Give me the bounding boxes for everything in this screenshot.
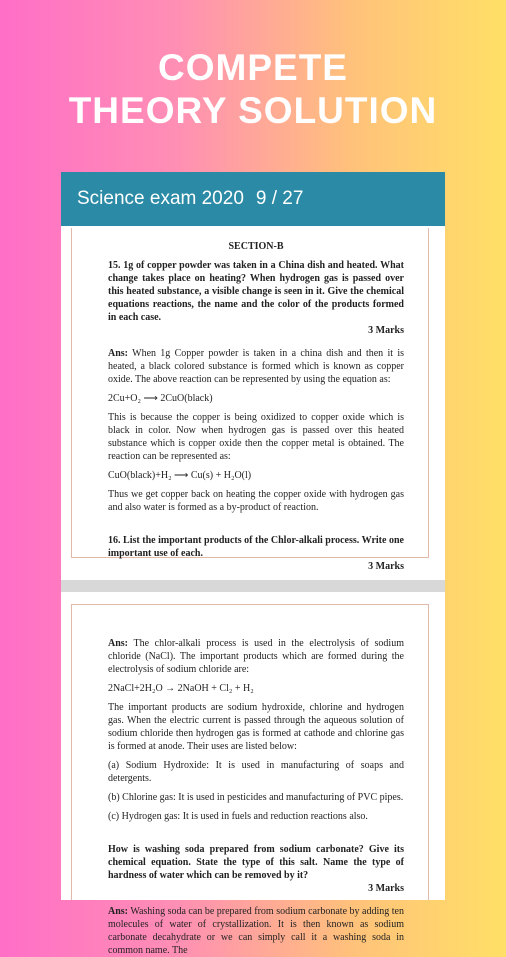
page-separator <box>61 580 445 592</box>
document-page-1[interactable] <box>71 228 429 572</box>
question-15: 15. 1g of copper powder was taken in a China dish and heated. What change takes place on heating? When hydrogen gas is passed over this heated substance, a visible change is seen in it. Give the chemical equations reactions, the name and the color of the products formed in each case. <box>108 260 404 323</box>
answer-15-part-b: This is because the copper is being oxidized to copper oxide which is black in color. Now when hydrogen gas is passed over this heated substance which is copper oxide then the copper metal is obtained. The reaction can be represented as: <box>108 412 404 462</box>
headline-line1: COMPETE <box>158 47 348 88</box>
use-hydrogen-gas: (c) Hydrogen gas: It is used in fuels and reduction reactions also. <box>108 811 368 822</box>
question-17-marks: 3 Marks <box>368 883 404 894</box>
page-indicator: 9 / 27 <box>255 188 304 209</box>
answer-16-part-b: The important products are sodium hydroxide, chlorine and hydrogen gas. When the electric current is passed through the aqueous solution of sodium chloride then hydrogen gas is formed at cathode and chlorine gas is formed at anode. Their uses are listed below: <box>108 702 404 752</box>
use-chlorine-gas: (b) Chlorine gas: It is used in pesticides and manufacturing of PVC pipes. <box>108 792 404 803</box>
document-title: Science exam 2020 <box>77 188 244 209</box>
answer-17 <box>108 905 404 957</box>
answer-15-part-c: Thus we get copper back on heating the copper oxide with hydrogen gas and also water is formed as a by-product of reaction. <box>108 489 404 513</box>
question-17: How is washing soda prepared from sodium carbonate? Give its chemical equation. State the type of this salt. Name the type of hardness of water which can be removed by it? <box>108 844 404 881</box>
section-heading: SECTION-B <box>228 241 284 252</box>
answer-label: Ans: <box>108 906 129 917</box>
use-sodium-hydroxide: (a) Sodium Hydroxide: It is used in manufacturing of soaps and detergents. <box>108 760 404 784</box>
answer-label: Ans: <box>108 638 129 649</box>
document-page-2[interactable] <box>71 604 429 956</box>
promo-headline <box>0 46 506 132</box>
equation-1: 2Cu+O₂ ⟶ 2CuO(black) <box>108 393 213 404</box>
answer-16-text-a: The chlor-alkali process is used in the electrolysis of sodium chloride (NaCl). The important products which are formed during the electrolysis of sodium chloride are: <box>108 638 404 675</box>
equation-3: 2NaCl+2H₂O → 2NaOH + Cl₂ + H₂ <box>108 683 254 694</box>
viewer-app-bar <box>61 172 445 226</box>
answer-17-text: Washing soda can be prepared from sodium carbonate by adding ten molecules of water of crystallization. It is then known as sodium carbonate decahydrate or we can simply call it a washing soda in common name. The <box>108 906 404 956</box>
answer-label: Ans: <box>108 348 129 359</box>
answer-15-text-a: When 1g Copper powder is taken in a china dish and then it is heated, a black colored substance is formed which is known as copper oxide. The above reaction can be represented by using the equation as: <box>108 348 404 385</box>
pdf-viewer[interactable] <box>61 172 445 956</box>
question-16: 16. List the important products of the Chlor-alkali process. Write one important use of each. <box>108 535 404 559</box>
answer-16-part-a <box>108 637 404 676</box>
answer-15-part-a <box>108 347 404 386</box>
question-16-marks: 3 Marks <box>368 561 404 572</box>
equation-2: CuO(black)+H₂ ⟶ Cu(s) + H₂O(l) <box>108 470 252 481</box>
question-15-marks: 3 Marks <box>368 325 404 336</box>
headline-line2: THEORY SOLUTION <box>68 90 438 131</box>
